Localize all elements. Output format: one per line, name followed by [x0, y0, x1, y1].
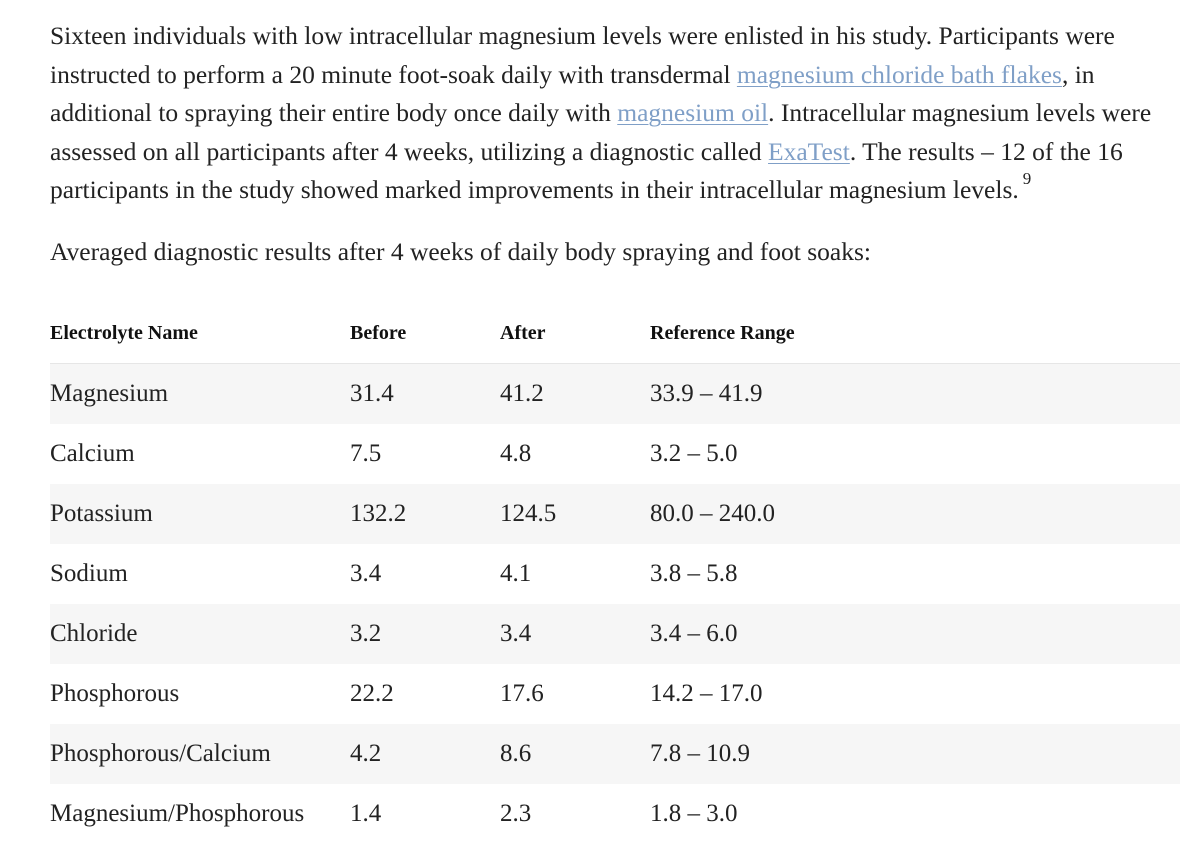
cell-before: 31.4	[350, 364, 500, 425]
magnesium-chloride-bath-flakes-link[interactable]: magnesium chloride bath flakes	[736, 59, 1062, 89]
cell-reference-range: 3.2 – 5.0	[650, 440, 738, 467]
table-header-row	[50, 304, 1180, 364]
intro-text-1: Sixteen individuals with low intracellular magnesium levels were enlisted in his study. Participants were instructed to perform a 20 minute foot-soak daily with transdermal	[50, 21, 1115, 89]
cell-after: 17.6	[500, 680, 544, 707]
table-row	[50, 724, 1180, 784]
cell-electrolyte-name: Phosphorous/Calcium	[50, 724, 350, 784]
cell-reference-range: 80.0 – 240.0	[650, 484, 1180, 544]
cell-after: 3.4	[500, 604, 650, 664]
header-before: Before	[350, 304, 500, 364]
footnote-reference[interactable]: 9	[1022, 168, 1032, 188]
cell-after: 8.6	[500, 724, 650, 784]
cell-after: 4.1	[500, 560, 532, 587]
article-body	[50, 0, 1180, 827]
cell-after: 124.5	[500, 484, 650, 544]
cell-electrolyte-name: Calcium	[50, 440, 135, 467]
intro-text-2: , in additional to spraying their entire body once daily with	[50, 59, 1095, 127]
header-after: After	[500, 304, 650, 364]
intro-text-4: . The results – 12 of the 16 participants in the study showed marked improvements in their intracellular magnesium levels.	[50, 136, 1123, 204]
table-row	[50, 784, 1180, 844]
cell-electrolyte-name: Potassium	[50, 484, 350, 544]
cell-electrolyte-name: Magnesium/Phosphorous	[50, 800, 305, 827]
electrolyte-results-table	[50, 304, 1180, 844]
table-row	[50, 484, 1180, 544]
intro-paragraph	[50, 17, 1180, 210]
cell-reference-range: 33.9 – 41.9	[650, 364, 1180, 425]
cell-after: 2.3	[500, 800, 532, 827]
cell-before: 7.5	[350, 440, 382, 467]
cell-electrolyte-name: Magnesium	[50, 364, 350, 425]
cell-electrolyte-name: Chloride	[50, 604, 350, 664]
cell-before: 22.2	[350, 680, 394, 707]
cell-reference-range: 3.4 – 6.0	[650, 604, 1180, 664]
header-reference-range: Reference Range	[650, 304, 1180, 364]
magnesium-oil-link[interactable]: magnesium oil	[617, 98, 769, 127]
cell-before: 3.2	[350, 604, 500, 664]
cell-electrolyte-name: Phosphorous	[50, 680, 180, 707]
cell-before: 1.4	[350, 800, 382, 827]
header-electrolyte-name: Electrolyte Name	[50, 304, 350, 364]
cell-reference-range: 3.8 – 5.8	[650, 560, 738, 587]
cell-before: 132.2	[350, 484, 500, 544]
intro-text-3: . Intracellular magnesium levels were assessed on all participants after 4 weeks, utilizing a diagnostic called	[50, 98, 1152, 166]
cell-before: 3.4	[350, 560, 382, 587]
table-row	[50, 424, 1180, 484]
cell-reference-range: 1.8 – 3.0	[650, 800, 738, 827]
exatest-link[interactable]: ExaTest	[768, 136, 850, 166]
cell-before: 4.2	[350, 724, 500, 784]
cell-reference-range: 7.8 – 10.9	[650, 724, 1180, 784]
table-caption: Averaged diagnostic results after 4 weeks of daily body spraying and foot soaks:	[50, 236, 871, 266]
cell-after: 4.8	[500, 440, 532, 467]
cell-electrolyte-name: Sodium	[50, 560, 128, 587]
cell-after: 41.2	[500, 364, 650, 425]
table-row	[50, 364, 1180, 425]
cell-reference-range: 14.2 – 17.0	[650, 680, 763, 707]
table-row	[50, 604, 1180, 664]
table-row	[50, 544, 1180, 604]
table-row	[50, 664, 1180, 724]
